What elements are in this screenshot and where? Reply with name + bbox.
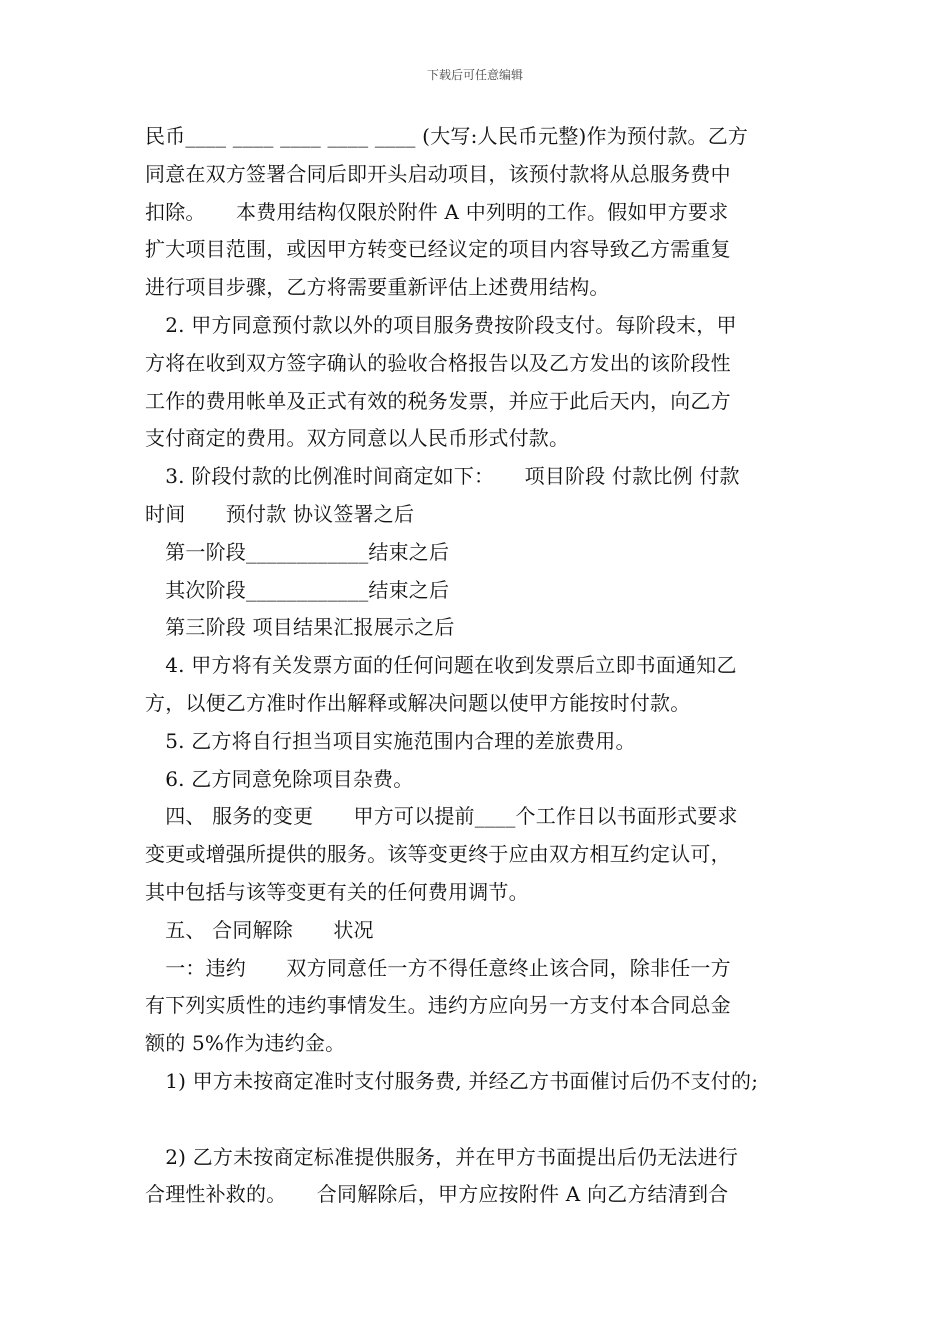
text-line: 5. 乙方将自行担当项目实施范围内合理的差旅费用。: [145, 728, 636, 753]
text-line: 2. 甲方同意预付款以外的项目服务费按阶段支付。每阶段末，甲: [145, 312, 737, 337]
text-line: 方将在收到双方签字确认的验收合格报告以及乙方发出的该阶段性: [145, 350, 731, 375]
text-line: 变更或增强所提供的服务。该等变更终于应由双方相互约定认可，: [145, 842, 731, 867]
text-line: 合理性补救的。 合同解除后，甲方应按附件 A 向乙方结清到合: [145, 1182, 729, 1207]
text-line: 3. 阶段付款的比例准时间商定如下： 项目阶段 付款比例 付款: [145, 464, 740, 489]
text-line: 扣除。 本费用结构仅限於附件 A 中列明的工作。假如甲方要求: [145, 199, 729, 224]
text-line: 进行项目步骤，乙方将需要重新评估上述费用结构。: [145, 275, 610, 300]
text-line: 支付商定的费用。双方同意以人民币形式付款。: [145, 426, 570, 451]
text-line: 时间 预付款 协议签署之后: [145, 501, 415, 526]
blank-line: [145, 1101, 813, 1139]
text-line: 扩大项目范围，或因甲方转变已经议定的项目内容导致乙方需重复: [145, 237, 731, 262]
text-line: 有下列实质性的违约事情发生。违约方应向另一方支付本合同总金: [145, 993, 731, 1018]
text-line: 五、 合同解除 状况: [145, 917, 374, 942]
text-line: 四、 服务的变更 甲方可以提前____个工作日以书面形式要求: [145, 804, 738, 829]
text-line: 同意在双方签署合同后即开头启动项目，该预付款将从总服务费中: [145, 161, 731, 186]
text-line: 其中包括与该等变更有关的任何费用调节。: [145, 879, 529, 904]
text-line: 2) 乙方未按商定标准提供服务，并在甲方书面提出后仍无法进行: [145, 1144, 739, 1169]
text-line: 6. 乙方同意免除项目杂费。: [145, 766, 414, 791]
text-line: 方，以便乙方准时作出解释或解决问题以使甲方能按时付款。: [145, 690, 691, 715]
text-line: 第一阶段____________结束之后: [145, 539, 450, 564]
text-line: 一：违约 双方同意任一方不得任意终止该合同，除非任一方: [145, 955, 731, 980]
text-line: 民币____ ____ ____ ____ ____ (大写:人民币元整)作为预付款。乙方: [145, 124, 749, 148]
page-header: 下载后可任意编辑: [426, 68, 523, 82]
text-line: 1) 甲方未按商定准时支付服务费, 并经乙方书面催讨后仍不支付的;: [145, 1068, 759, 1093]
text-line: 额的 5%作为违约金。: [145, 1031, 346, 1056]
text-line: 工作的费用帐单及正式有效的税务发票，并应于此后天内，向乙方: [145, 388, 731, 413]
document-body: [145, 118, 813, 1214]
text-line: 其次阶段____________结束之后: [145, 577, 450, 602]
text-line: 第三阶段 项目结果汇报展示之后: [145, 615, 455, 640]
text-line: 4. 甲方将有关发票方面的任何问题在收到发票后立即书面通知乙: [145, 653, 737, 678]
